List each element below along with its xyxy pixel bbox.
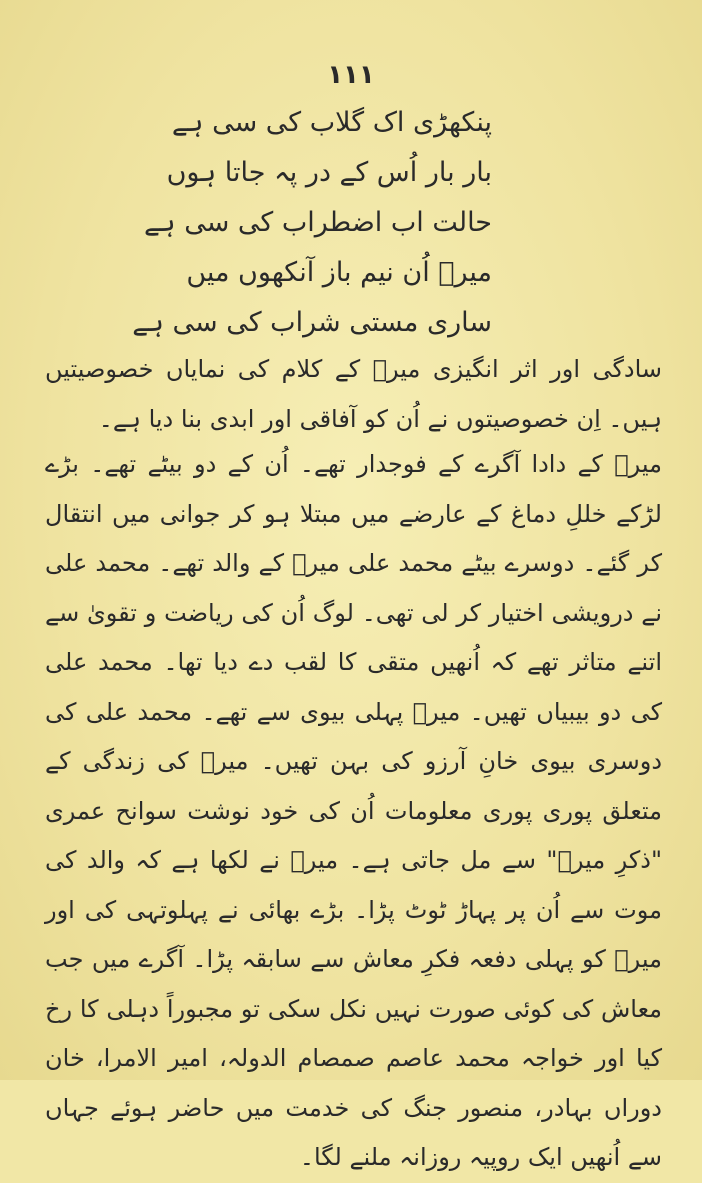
paragraph-block — [45, 345, 662, 444]
paragraph: سادگی اور اثر انگیزی میرؔ کے کلام کی نمایاں خصوصیتیں ہیں۔ اِن خصوصیتوں نے اُن کو آفاقی اور ابدی بنا دیا ہے۔ — [45, 355, 662, 433]
verse-line: حالت اب اضطراب کی سی ہے — [143, 207, 492, 238]
verse-line: پنکھڑی اک گلاب کی سی ہے — [171, 107, 492, 138]
page-number: ۱۱۱ — [327, 60, 375, 90]
paragraph: میرؔ کے دادا آگرے کے فوجدار تھے۔ اُن کے دو بیٹے تھے۔ بڑے لڑکے خللِ دماغ کے عارضے میں مبتلا ہو کر جوانی میں انتقال کر گئے۔ دوسرے بیٹے محمد علی میرؔ کے والد تھے۔ محمد علی نے درویشی اختیار کر لی تھی۔ لوگ اُن کی ریاضت و تقویٰ سے اتنے متاثر تھے کہ اُنھیں متقی کا لقب دے دیا تھا۔ محمد علی کی دو بیبیاں تھیں۔ میرؔ پہلی بیوی سے تھے۔ محمد علی کی دوسری بیوی خانِ آرزو کی بہن تھیں۔ میرؔ کی زندگی کے متعلق پوری پوری معلومات اُن کی خود نوشت سوانح عمری "ذکرِ میرؔ" سے مل جاتی ہے۔ میرؔ نے لکھا ہے کہ والد کی موت سے اُن پر پہاڑ ٹوٹ پڑا۔ بڑے بھائی نے پہلوتہی کی اور میرؔ کو پہلی دفعہ فکرِ معاش سے سابقہ پڑا۔ آگرے میں جب معاش کی کوئی صورت نہیں نکل سکی تو مجبوراً دہلی کا رخ کیا اور خواجہ محمد عاصم صمصام الدولہ، امیر الامرا، خان دوراں بہادر، منصور جنگ کی خدمت میں حاضر ہوئے جہاں سے اُنھیں ایک روپیہ روزانہ ملنے لگا۔ — [45, 450, 662, 1171]
verse-line: ساری مستی شراب کی سی ہے — [132, 307, 492, 338]
verse-block — [132, 98, 492, 348]
verse-line: میرؔ اُن نیم باز آنکھوں میں — [186, 257, 492, 288]
paragraph-block — [45, 440, 662, 1183]
verse-line: بار بار اُس کے در پہ جاتا ہوں — [166, 157, 492, 188]
